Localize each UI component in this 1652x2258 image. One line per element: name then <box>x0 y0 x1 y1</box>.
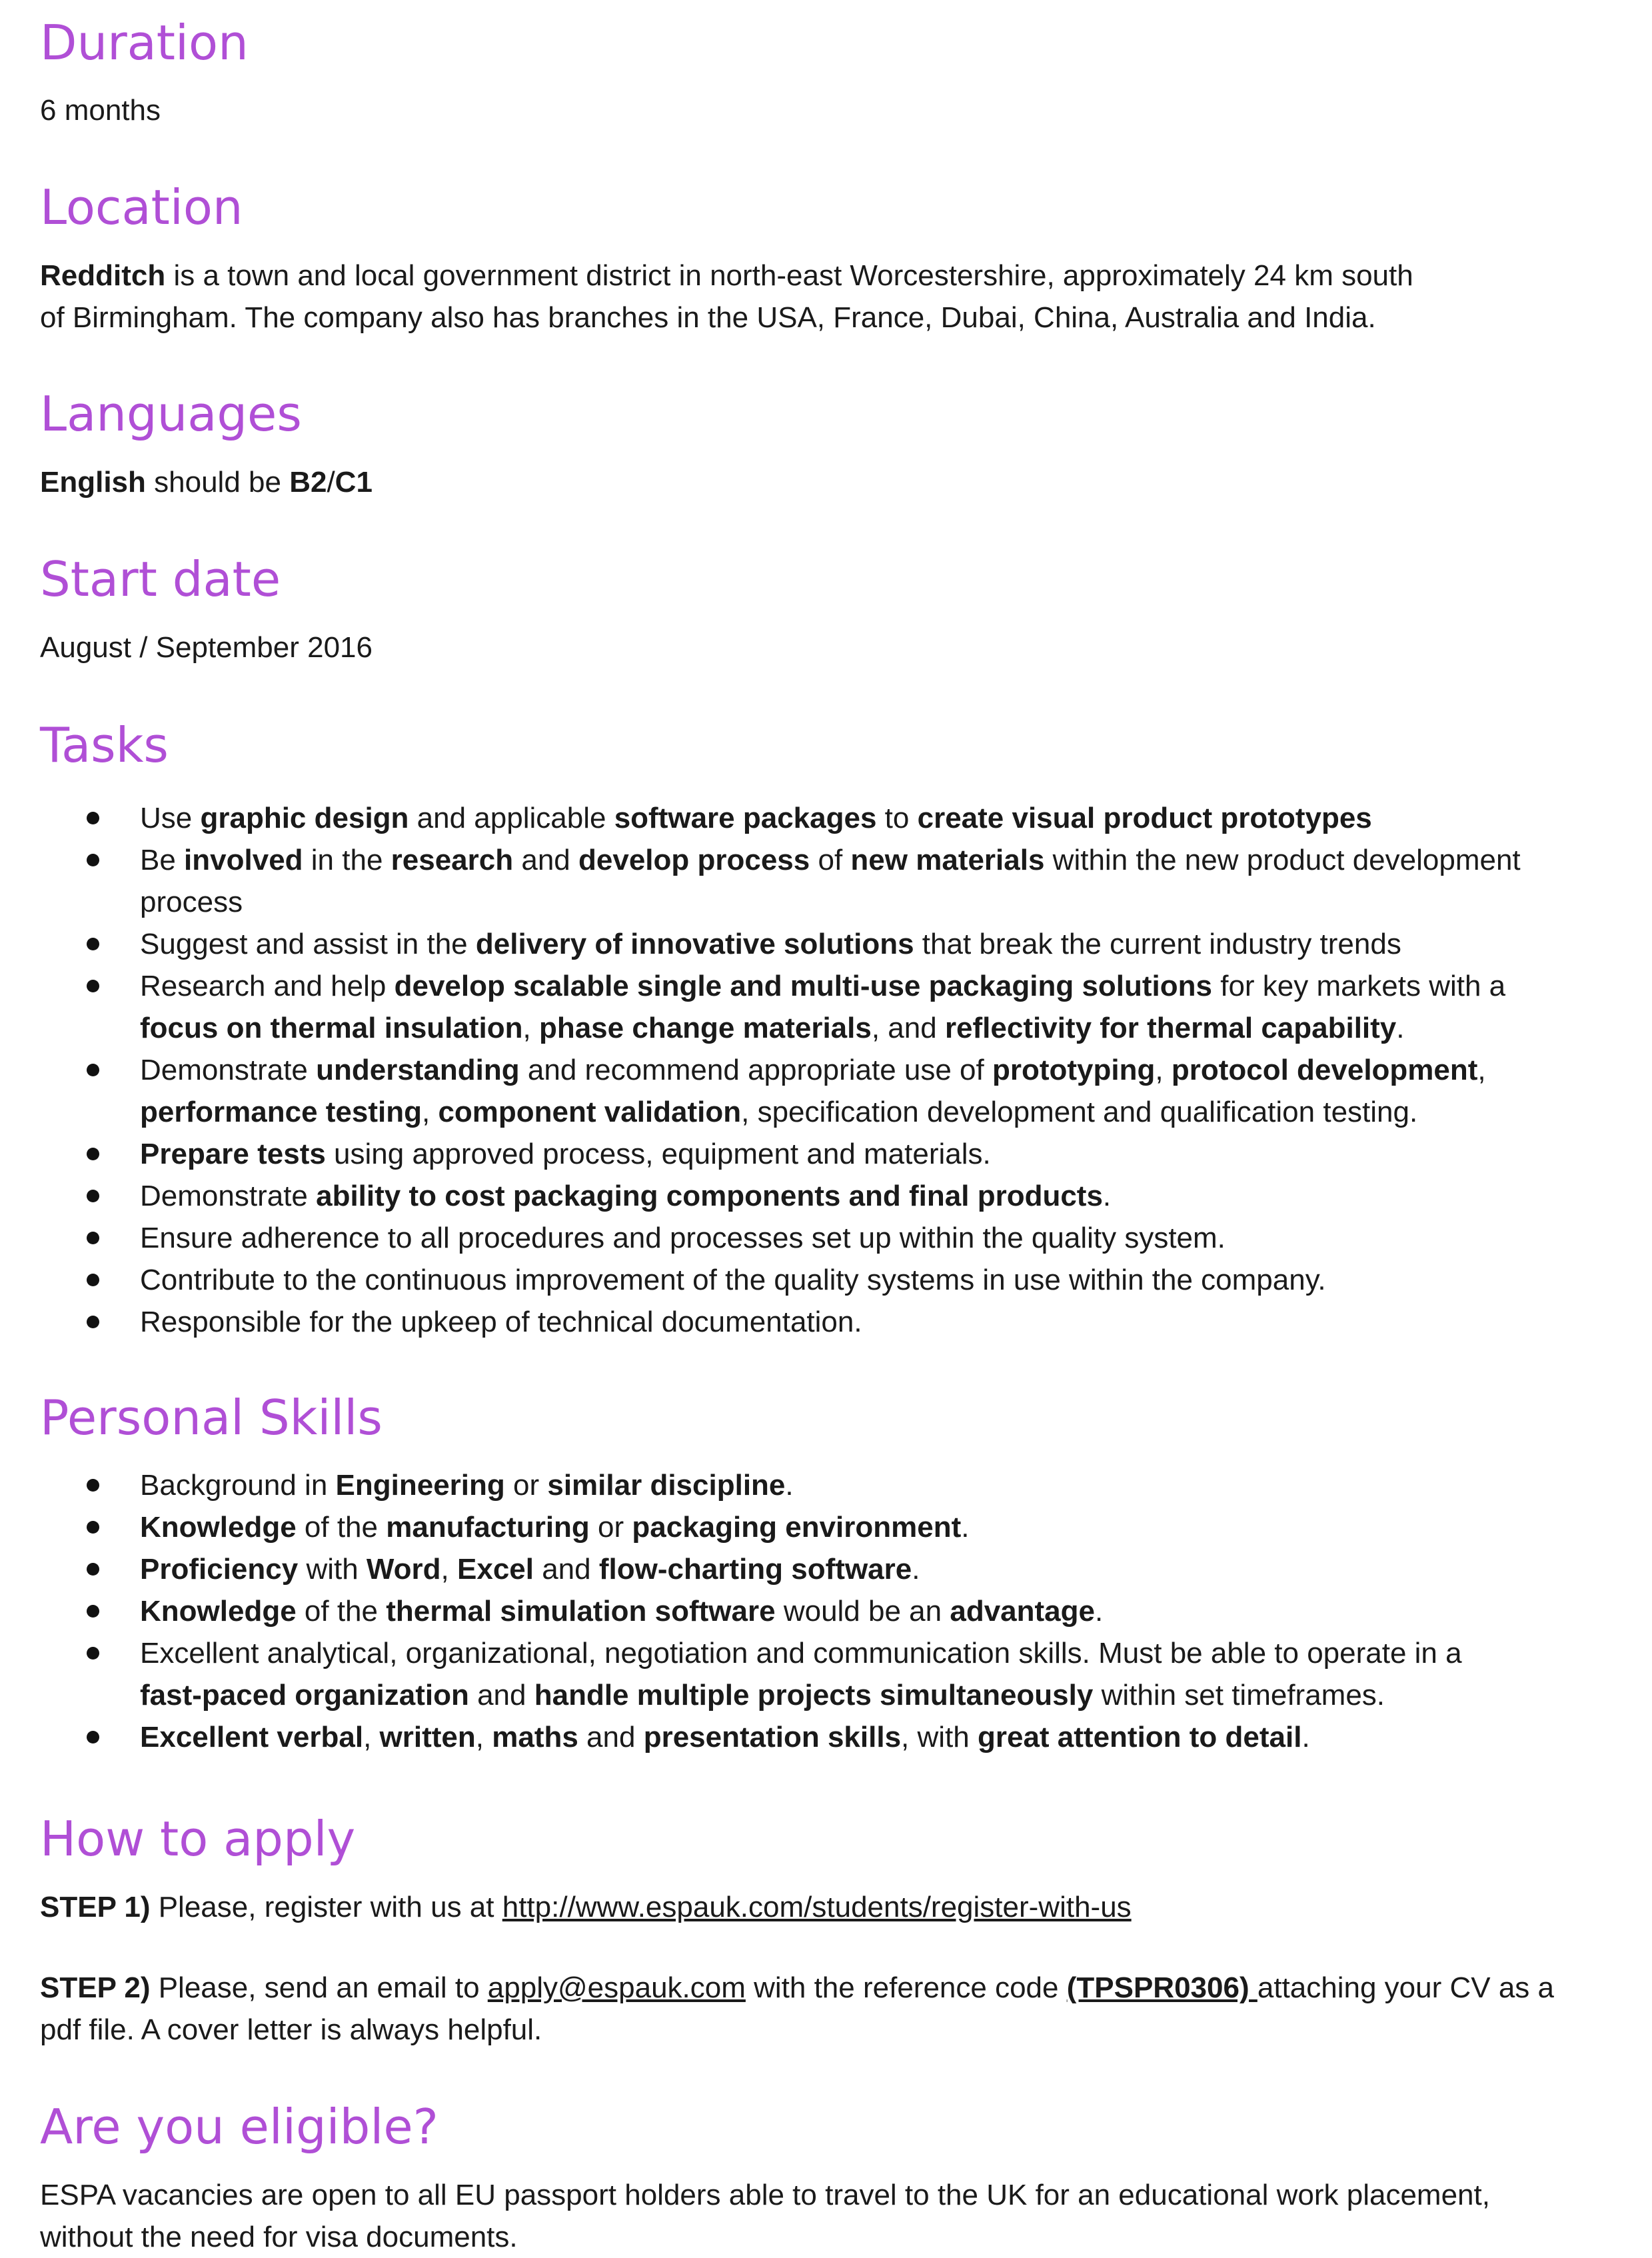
skill-item: Excellent analytical, organizational, negotiation and communication skills. Must be able to operate in a fast-paced organization and handle multiple projects simultaneously within set timeframes. <box>40 1632 1619 1716</box>
bullet-icon <box>87 980 99 992</box>
apply-step-1: STEP 1) Please, register with us at http://www.espauk.com/students/register-with-us <box>40 1891 1132 1923</box>
bullet-icon <box>87 812 99 824</box>
task-item: Prepare tests using approved process, equipment and materials. <box>40 1133 1619 1175</box>
heading-location: Location <box>40 179 243 235</box>
languages-text: English should be B2/C1 <box>40 466 373 499</box>
language-level-2: C1 <box>335 466 373 499</box>
apply-email-link[interactable]: apply@espauk.com <box>487 1971 746 2004</box>
bullet-icon <box>87 1479 99 1492</box>
bullet-icon <box>87 854 99 866</box>
bullet-icon <box>87 938 99 950</box>
task-item: Contribute to the continuous improvement of the quality systems in use within the company. <box>40 1259 1619 1301</box>
heading-start-date: Start date <box>40 551 281 607</box>
reference-code: (TPSPR0306) <box>1066 1971 1257 2004</box>
bullet-icon <box>87 1563 99 1576</box>
apply-step-2: STEP 2) Please, send an email to apply@espauk.com with the reference code (TPSPR0306) attaching your CV as a pdf file. A cover letter is always helpful. <box>40 1971 1554 2046</box>
skill-item: Knowledge of the thermal simulation software would be an advantage. <box>40 1590 1619 1632</box>
bullet-icon <box>87 1190 99 1202</box>
heading-languages: Languages <box>40 386 302 442</box>
bullet-icon <box>87 1605 99 1618</box>
eligible-text: ESPA vacancies are open to all EU passport holders able to travel to the UK for an educational work placement, without the need for visa documents. <box>40 2179 1490 2253</box>
register-link[interactable]: http://www.espauk.com/students/register-with-us <box>502 1891 1132 1923</box>
duration-text: 6 months <box>40 94 161 127</box>
bullet-icon <box>87 1148 99 1160</box>
task-item: Be involved in the research and develop process of new materials within the new product development process <box>40 839 1619 923</box>
skill-item: Background in Engineering or similar discipline. <box>40 1464 1619 1506</box>
location-text-2: of Birmingham. The company also has branches in the USA, France, Dubai, China, Australia and India. <box>40 301 1376 334</box>
bullet-icon <box>87 1316 99 1328</box>
bullet-icon <box>87 1064 99 1076</box>
heading-duration: Duration <box>40 15 249 71</box>
task-item: Research and help develop scalable single and multi-use packaging solutions for key markets with a focus on thermal insulation, phase change materials, and reflectivity for thermal capability. <box>40 965 1619 1049</box>
bullet-icon <box>87 1274 99 1286</box>
task-item: Responsible for the upkeep of technical documentation. <box>40 1301 1619 1343</box>
skill-item: Proficiency with Word, Excel and flow-charting software. <box>40 1548 1619 1590</box>
location-town: Redditch <box>40 259 166 292</box>
task-item: Ensure adherence to all procedures and processes set up within the quality system. <box>40 1217 1619 1259</box>
bullet-icon <box>87 1731 99 1743</box>
bullet-icon <box>87 1232 99 1244</box>
language-name: English <box>40 466 146 499</box>
step-1-label: STEP 1) <box>40 1891 151 1923</box>
heading-eligible: Are you eligible? <box>40 2099 438 2155</box>
task-item: Demonstrate ability to cost packaging components and final products. <box>40 1175 1619 1217</box>
location-text-1: is a town and local government district in north-east Worcestershire, approximately 24 km south <box>165 259 1413 292</box>
location-text <box>40 255 1619 339</box>
task-item: Demonstrate understanding and recommend appropriate use of prototyping, protocol development, performance testing, component validation, specification development and qualification testing. <box>40 1049 1619 1133</box>
language-level-1: B2 <box>289 466 327 499</box>
bullet-icon <box>87 1647 99 1660</box>
task-item: Use graphic design and applicable software packages to create visual product prototypes <box>40 797 1619 839</box>
skill-item: Excellent verbal, written, maths and presentation skills, with great attention to detail. <box>40 1716 1619 1758</box>
task-item: Suggest and assist in the delivery of innovative solutions that break the current industry trends <box>40 923 1619 965</box>
heading-tasks: Tasks <box>40 717 169 773</box>
step-2-label: STEP 2) <box>40 1971 151 2004</box>
heading-personal-skills: Personal Skills <box>40 1390 383 1446</box>
start-date-text: August / September 2016 <box>40 631 373 664</box>
heading-how-to-apply: How to apply <box>40 1811 356 1867</box>
skill-item: Knowledge of the manufacturing or packaging environment. <box>40 1506 1619 1548</box>
bullet-icon <box>87 1521 99 1534</box>
